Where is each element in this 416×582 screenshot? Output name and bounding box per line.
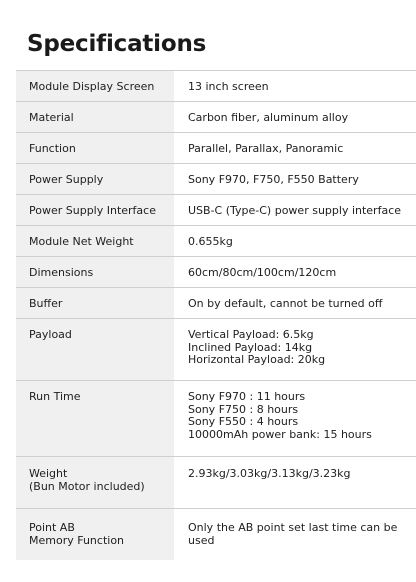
spec-label: [16, 164, 174, 195]
spec-row-dimensions: [16, 257, 416, 288]
spec-label: [16, 319, 174, 381]
spec-value-text: Carbon fiber, aluminum alloy: [188, 111, 349, 124]
spec-value: [174, 195, 416, 226]
spec-value: [174, 319, 416, 381]
spec-label: [16, 509, 174, 560]
spec-label-text: Power Supply: [29, 173, 104, 186]
spec-value: [174, 102, 416, 133]
spec-label-text: Payload: [29, 328, 72, 341]
spec-row-function: [16, 133, 416, 164]
spec-label-text: Buffer: [29, 297, 63, 310]
spec-row-payload: [16, 319, 416, 381]
spec-label-text: Module Display Screen: [29, 80, 155, 93]
spec-label: [16, 381, 174, 457]
spec-value: [174, 226, 416, 257]
spec-row-display-screen: [16, 71, 416, 102]
spec-value-text: Sony F970, F750, F550 Battery: [188, 173, 359, 186]
spec-value-text: 0.655kg: [188, 235, 233, 248]
spec-value-text: Only the AB point set last time can be used: [188, 521, 398, 547]
spec-value-text: 13 inch screen: [188, 80, 269, 93]
spec-label-text: Power Supply Interface: [29, 204, 156, 217]
spec-label-text: Material: [29, 111, 74, 124]
spec-row-weight: [16, 457, 416, 509]
spec-row-run-time: [16, 381, 416, 457]
spec-value-text: On by default, cannot be turned off: [188, 297, 383, 310]
spec-value-text: Parallel, Parallax, Panoramic: [188, 142, 344, 155]
spec-label-text: Run Time: [29, 390, 81, 403]
spec-row-power-supply: [16, 164, 416, 195]
spec-label: [16, 133, 174, 164]
spec-value-text: 2.93kg/3.03kg/3.13kg/3.23kg: [188, 467, 351, 480]
spec-row-point-ab-memory: [16, 509, 416, 560]
spec-label: [16, 71, 174, 102]
spec-value: [174, 71, 416, 102]
spec-row-buffer: [16, 288, 416, 319]
spec-value: [174, 164, 416, 195]
spec-row-power-supply-interface: [16, 195, 416, 226]
spec-row-material: [16, 102, 416, 133]
spec-value-text: Sony F970 : 11 hours Sony F750 : 8 hours Sony F550 : 4 hours 10000mAh power bank: 15 hours: [188, 390, 372, 441]
spec-label: [16, 102, 174, 133]
spec-label-text: Weight (Bun Motor included): [29, 467, 145, 493]
spec-label: [16, 257, 174, 288]
spec-value: [174, 133, 416, 164]
spec-label: [16, 457, 174, 509]
spec-label: [16, 288, 174, 319]
spec-value: [174, 509, 416, 560]
spec-value: [174, 457, 416, 509]
spec-value: [174, 381, 416, 457]
spec-value: [174, 257, 416, 288]
spec-row-module-net-weight: [16, 226, 416, 257]
spec-label-text: Dimensions: [29, 266, 94, 279]
spec-label-text: Function: [29, 142, 76, 155]
spec-value-text: USB-C (Type-C) power supply interface: [188, 204, 402, 217]
spec-label: [16, 195, 174, 226]
spec-value-text: Vertical Payload: 6.5kg Inclined Payload: 14kg Horizontal Payload: 20kg: [188, 328, 326, 366]
page-title: Specifications: [27, 31, 207, 57]
spec-value-text: 60cm/80cm/100cm/120cm: [188, 266, 337, 279]
spec-label-text: Module Net Weight: [29, 235, 134, 248]
specifications-table: [16, 70, 416, 560]
spec-label-text: Point AB Memory Function: [29, 521, 125, 547]
spec-label: [16, 226, 174, 257]
spec-value: [174, 288, 416, 319]
